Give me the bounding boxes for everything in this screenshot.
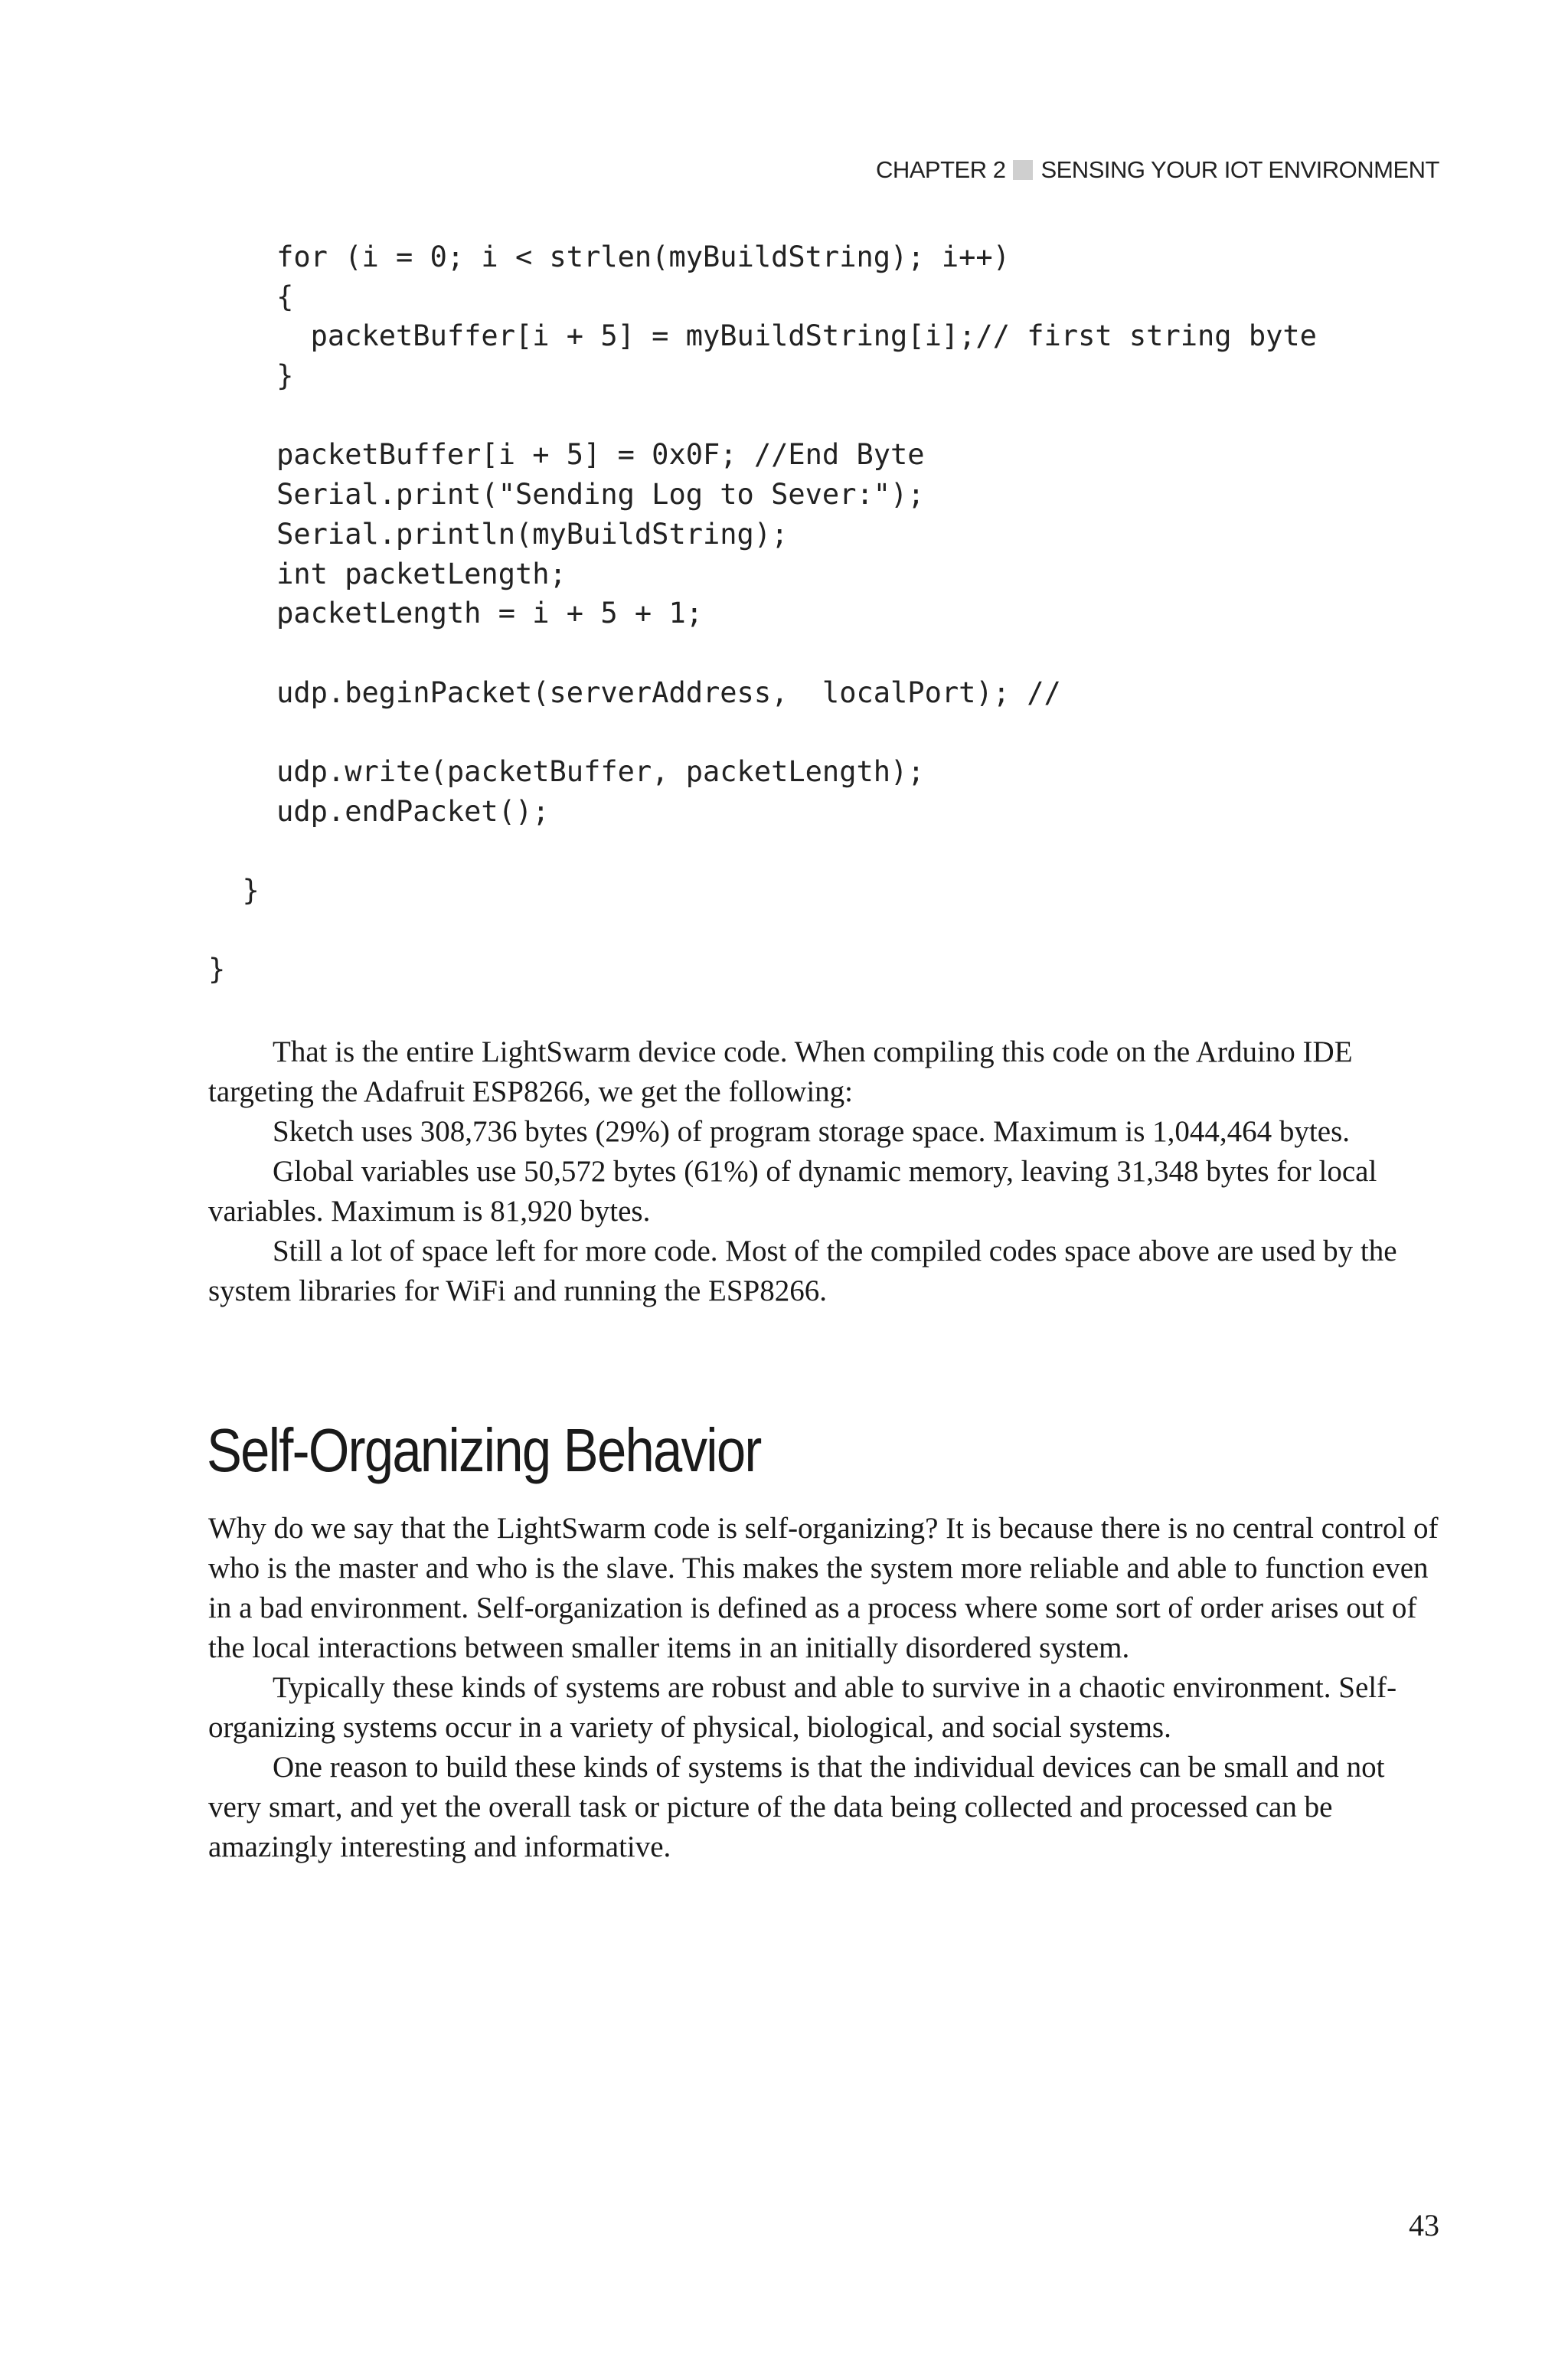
paragraph: Global variables use 50,572 bytes (61%) of dynamic memory, leaving 31,348 bytes for local variables. Maximum is 81,920 bytes. [208, 1155, 1377, 1228]
page-number: 43 [1409, 2208, 1439, 2242]
code-line: packetBuffer[i + 5] = 0x0F; //End Byte [208, 438, 925, 472]
code-listing [208, 237, 1510, 989]
code-line: udp.endPacket(); [208, 794, 550, 828]
paragraph: Still a lot of space left for more code. Most of the compiled codes space above are used by the system libraries for WiFi and running the ESP8266. [208, 1235, 1397, 1307]
code-line: udp.write(packetBuffer, packetLength); [208, 754, 925, 788]
code-line [208, 396, 1510, 436]
running-head [876, 156, 1439, 184]
code-line: int packetLength; [208, 557, 567, 590]
code-line: { [208, 280, 294, 313]
section-heading: Self-Organizing Behavior [207, 1416, 761, 1484]
code-line: for (i = 0; i < strlen(myBuildString); i++) [208, 240, 1010, 273]
paragraph: That is the entire LightSwarm device code. When compiling this code on the Arduino IDE targeting the Adafruit ESP8266, we get the following: [208, 1035, 1353, 1108]
code-line: packetBuffer[i + 5] = myBuildString[i];// first string byte [208, 319, 1317, 353]
code-line: Serial.print("Sending Log to Sever:"); [208, 478, 925, 512]
paragraph: Why do we say that the LightSwarm code is self-organizing? It is because there is no central control of who is the master and who is the slave. This makes the system more reliable and able to function even in a bad environment. Self-organization is defined as a process where some sort of order arises out of the local interactions between smaller items in an initially disordered system. [208, 1512, 1439, 1664]
code-line [208, 633, 1510, 673]
code-line [208, 712, 1510, 752]
paragraph: Sketch uses 308,736 bytes (29%) of program storage space. Maximum is 1,044,464 bytes. [273, 1115, 1351, 1148]
code-line: } [208, 953, 226, 986]
chapter-title: SENSING YOUR IOT ENVIRONMENT [1040, 156, 1439, 183]
body-text-after-heading [208, 1509, 1441, 1867]
code-line: udp.beginPacket(serverAddress, localPort); // [208, 675, 1061, 709]
paragraph: One reason to build these kinds of systems is that the individual devices can be small and not very smart, and yet the overall task or picture of the data being collected and processed can be amazingly interesting and informative. [208, 1751, 1385, 1863]
paragraph: Typically these kinds of systems are robust and able to survive in a chaotic environment. Self-organizing systems occur in a variety of physical, biological, and social systems. [208, 1671, 1397, 1744]
square-separator-icon [1013, 160, 1033, 180]
code-line [208, 911, 1510, 950]
chapter-label: CHAPTER 2 [875, 156, 1006, 183]
code-line: packetLength = i + 5 + 1; [208, 597, 704, 630]
code-line: } [208, 874, 260, 907]
code-line: Serial.println(myBuildString); [208, 517, 789, 551]
body-text-before-heading [208, 1032, 1441, 1311]
code-line: } [208, 359, 294, 393]
code-line [208, 831, 1510, 871]
